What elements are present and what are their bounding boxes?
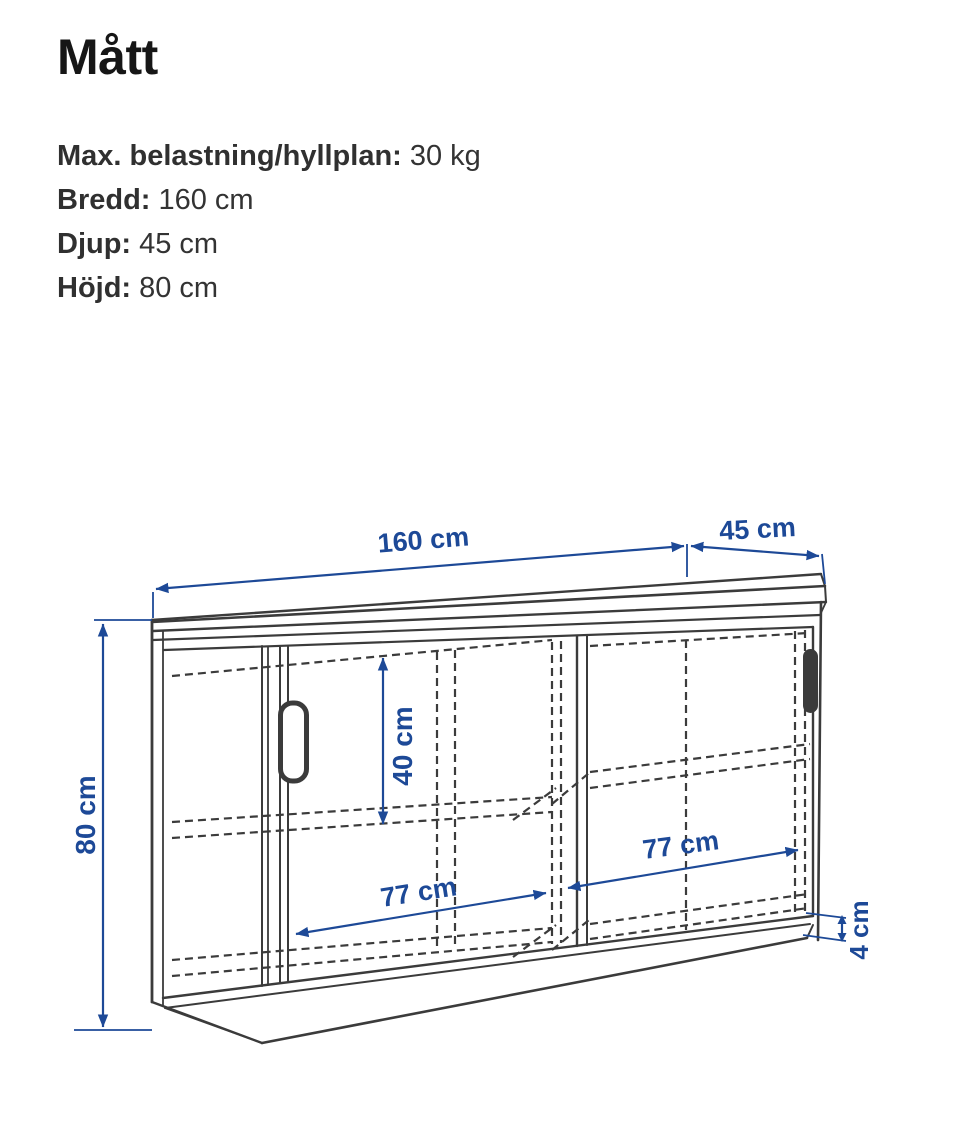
dimension-depth [691, 512, 825, 584]
dimension-width [153, 521, 687, 618]
spec-label: Max. belastning/hyllplan: [57, 140, 402, 172]
spec-label: Höjd: [57, 272, 132, 304]
cabinet-drawing [152, 574, 826, 1043]
shelf-spacing-label: 40 cm [387, 706, 418, 786]
spec-value: 45 cm [139, 228, 219, 260]
spec-value: 30 kg [409, 140, 481, 172]
plinth-height-label: 4 cm [844, 900, 874, 960]
height-label: 80 cm [70, 775, 101, 855]
left-compartment-label: 77 cm [378, 871, 459, 913]
spec-label: Djup: [57, 228, 132, 260]
depth-label: 45 cm [718, 512, 797, 546]
dimension-height [70, 620, 152, 1030]
dimension-left-compartment [296, 871, 546, 934]
right-door-handle-icon [803, 649, 818, 713]
width-label: 160 cm [376, 521, 471, 559]
dimension-right-compartment [568, 825, 798, 888]
spec-value: 80 cm [139, 272, 219, 304]
spec-value: 160 cm [158, 184, 254, 216]
left-door-handle-icon [281, 703, 307, 781]
dimension-shelf-spacing [383, 658, 418, 824]
page-title: Mått [57, 29, 158, 85]
spec-label: Bredd: [57, 184, 151, 216]
right-compartment-label: 77 cm [640, 825, 721, 865]
